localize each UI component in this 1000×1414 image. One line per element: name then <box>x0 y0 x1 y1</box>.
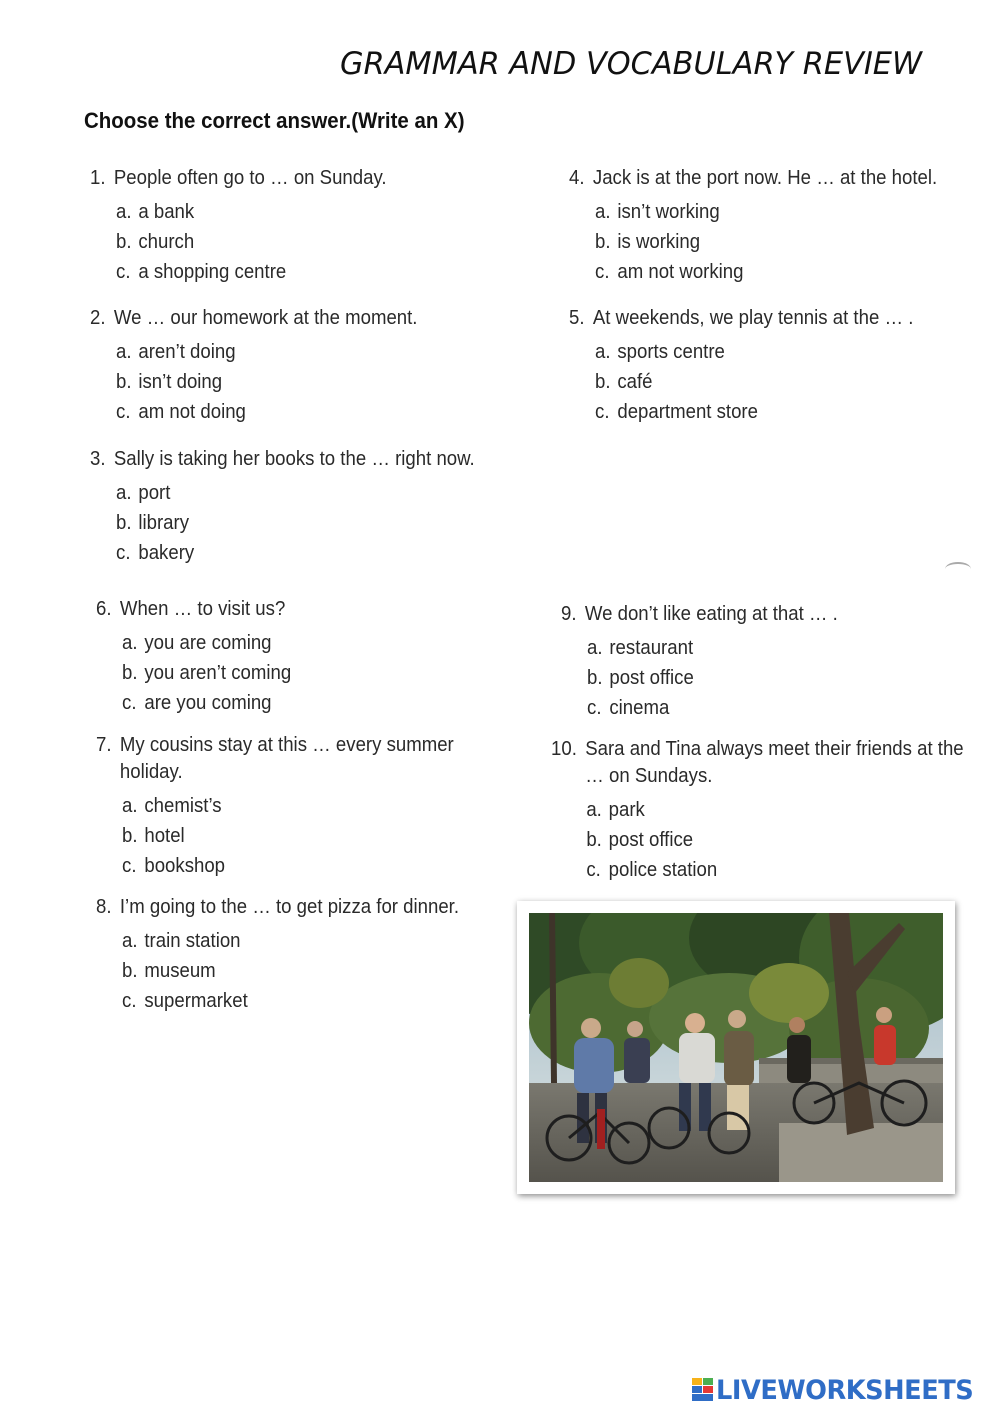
option-c[interactable] <box>116 257 387 287</box>
option-text: park <box>608 799 645 821</box>
option-letter: c. <box>595 261 610 283</box>
park-photo-frame <box>517 901 955 1194</box>
option-letter: c. <box>116 542 131 564</box>
question-text: I’m going to the … to get pizza for dinner. <box>119 896 460 918</box>
question-text: My cousins stay at this … every summer holiday. <box>119 734 454 783</box>
question-number: 9. <box>561 603 577 625</box>
option-c[interactable] <box>116 397 417 427</box>
option-a[interactable] <box>116 337 417 367</box>
option-text: bakery <box>138 542 195 564</box>
option-letter: b. <box>595 231 611 253</box>
question-text: We … our homework at the moment. <box>113 307 418 329</box>
option-b[interactable] <box>122 821 473 851</box>
option-a[interactable] <box>122 791 473 821</box>
question-text: We don’t like eating at that … . <box>584 603 838 625</box>
park-photo <box>529 913 943 1182</box>
question-6 <box>96 596 291 718</box>
option-b[interactable] <box>116 508 475 538</box>
question-7 <box>96 732 473 881</box>
instruction-heading: Choose the correct answer.(Write an X) <box>84 108 465 133</box>
question-9 <box>561 601 838 723</box>
option-letter: b. <box>587 667 603 689</box>
option-text: am not working <box>617 261 744 283</box>
option-c[interactable] <box>122 851 473 881</box>
option-c[interactable] <box>116 538 475 568</box>
question-text: Sally is taking her books to the … right now. <box>113 448 475 470</box>
question-4 <box>569 165 937 287</box>
option-text: church <box>138 231 195 253</box>
option-letter: b. <box>122 825 138 847</box>
option-letter: c. <box>586 859 601 881</box>
question-text: Sara and Tina always meet their friends at the … on Sundays. <box>585 738 964 787</box>
question-8 <box>96 894 459 1016</box>
question-number: 8. <box>96 896 112 918</box>
option-text: you aren’t coming <box>144 662 292 684</box>
option-letter: c. <box>116 401 131 423</box>
question-number: 6. <box>96 598 112 620</box>
option-letter: a. <box>122 795 138 817</box>
option-text: library <box>138 512 190 534</box>
option-letter: a. <box>587 637 603 659</box>
option-b[interactable] <box>595 367 913 397</box>
option-c[interactable] <box>122 986 459 1016</box>
option-text: chemist’s <box>144 795 222 817</box>
option-letter: a. <box>122 632 138 654</box>
option-text: café <box>617 371 653 393</box>
option-letter: b. <box>116 512 132 534</box>
option-letter: b. <box>122 662 138 684</box>
question-3 <box>90 446 475 568</box>
option-letter: c. <box>122 692 137 714</box>
option-c[interactable] <box>122 688 291 718</box>
option-c[interactable] <box>586 855 975 885</box>
option-letter: a. <box>595 201 611 223</box>
option-a[interactable] <box>122 926 459 956</box>
option-b[interactable] <box>122 658 291 688</box>
question-number: 2. <box>90 307 106 329</box>
option-text: a bank <box>138 201 195 223</box>
option-a[interactable] <box>116 197 387 227</box>
liveworksheets-logo-text: LIVEWORKSHEETS <box>716 1374 974 1406</box>
option-a[interactable] <box>586 795 975 825</box>
option-b[interactable] <box>587 663 838 693</box>
question-1 <box>90 165 387 287</box>
option-text: is working <box>617 231 701 253</box>
question-text: Jack is at the port now. He … at the hotel. <box>592 167 938 189</box>
option-text: train station <box>144 930 241 952</box>
question-text: When … to visit us? <box>119 598 286 620</box>
question-number: 7. <box>96 734 112 756</box>
option-letter: c. <box>122 990 137 1012</box>
question-10 <box>551 736 976 885</box>
option-c[interactable] <box>587 693 838 723</box>
option-b[interactable] <box>595 227 937 257</box>
option-letter: b. <box>122 960 138 982</box>
park-photo-illustration <box>529 913 943 1182</box>
option-text: restaurant <box>609 637 694 659</box>
option-text: am not doing <box>138 401 246 423</box>
option-letter: c. <box>595 401 610 423</box>
option-letter: a. <box>586 799 602 821</box>
option-text: are you coming <box>144 692 272 714</box>
option-letter: c. <box>587 697 602 719</box>
option-b[interactable] <box>116 227 387 257</box>
option-a[interactable] <box>587 633 838 663</box>
option-text: sports centre <box>617 341 725 363</box>
option-a[interactable] <box>595 197 937 227</box>
question-2 <box>90 305 417 427</box>
option-letter: a. <box>116 201 132 223</box>
option-text: you are coming <box>144 632 272 654</box>
question-text: At weekends, we play tennis at the … . <box>592 307 914 329</box>
option-a[interactable] <box>122 628 291 658</box>
option-text: cinema <box>609 697 670 719</box>
option-text: hotel <box>144 825 185 847</box>
option-text: supermarket <box>144 990 248 1012</box>
option-letter: b. <box>116 231 132 253</box>
decorative-arc <box>945 562 971 576</box>
liveworksheets-logo[interactable] <box>692 1374 987 1406</box>
option-b[interactable] <box>122 956 459 986</box>
option-letter: a. <box>116 341 132 363</box>
option-text: isn’t working <box>617 201 720 223</box>
option-a[interactable] <box>116 478 475 508</box>
question-number: 3. <box>90 448 106 470</box>
option-c[interactable] <box>595 257 937 287</box>
option-text: museum <box>144 960 216 982</box>
option-text: police station <box>608 859 718 881</box>
option-text: post office <box>608 829 694 851</box>
worksheet-title: GRAMMAR AND VOCABULARY REVIEW <box>340 46 923 82</box>
question-number: 4. <box>569 167 585 189</box>
option-letter: a. <box>122 930 138 952</box>
question-5 <box>569 305 913 427</box>
option-text: aren’t doing <box>138 341 236 363</box>
option-text: post office <box>609 667 694 689</box>
option-c[interactable] <box>595 397 913 427</box>
option-text: isn’t doing <box>138 371 223 393</box>
option-a[interactable] <box>595 337 913 367</box>
option-text: a shopping centre <box>138 261 287 283</box>
question-text: People often go to … on Sunday. <box>113 167 387 189</box>
option-text: department store <box>617 401 758 423</box>
option-text: port <box>138 482 171 504</box>
option-letter: c. <box>122 855 137 877</box>
question-number: 10. <box>551 738 577 760</box>
liveworksheets-logo-icon <box>692 1378 714 1402</box>
question-number: 1. <box>90 167 106 189</box>
option-letter: b. <box>595 371 611 393</box>
option-letter: a. <box>595 341 611 363</box>
option-text: bookshop <box>144 855 226 877</box>
option-letter: b. <box>586 829 602 851</box>
option-letter: b. <box>116 371 132 393</box>
option-b[interactable] <box>116 367 417 397</box>
option-b[interactable] <box>586 825 975 855</box>
option-letter: a. <box>116 482 132 504</box>
question-number: 5. <box>569 307 585 329</box>
option-letter: c. <box>116 261 131 283</box>
